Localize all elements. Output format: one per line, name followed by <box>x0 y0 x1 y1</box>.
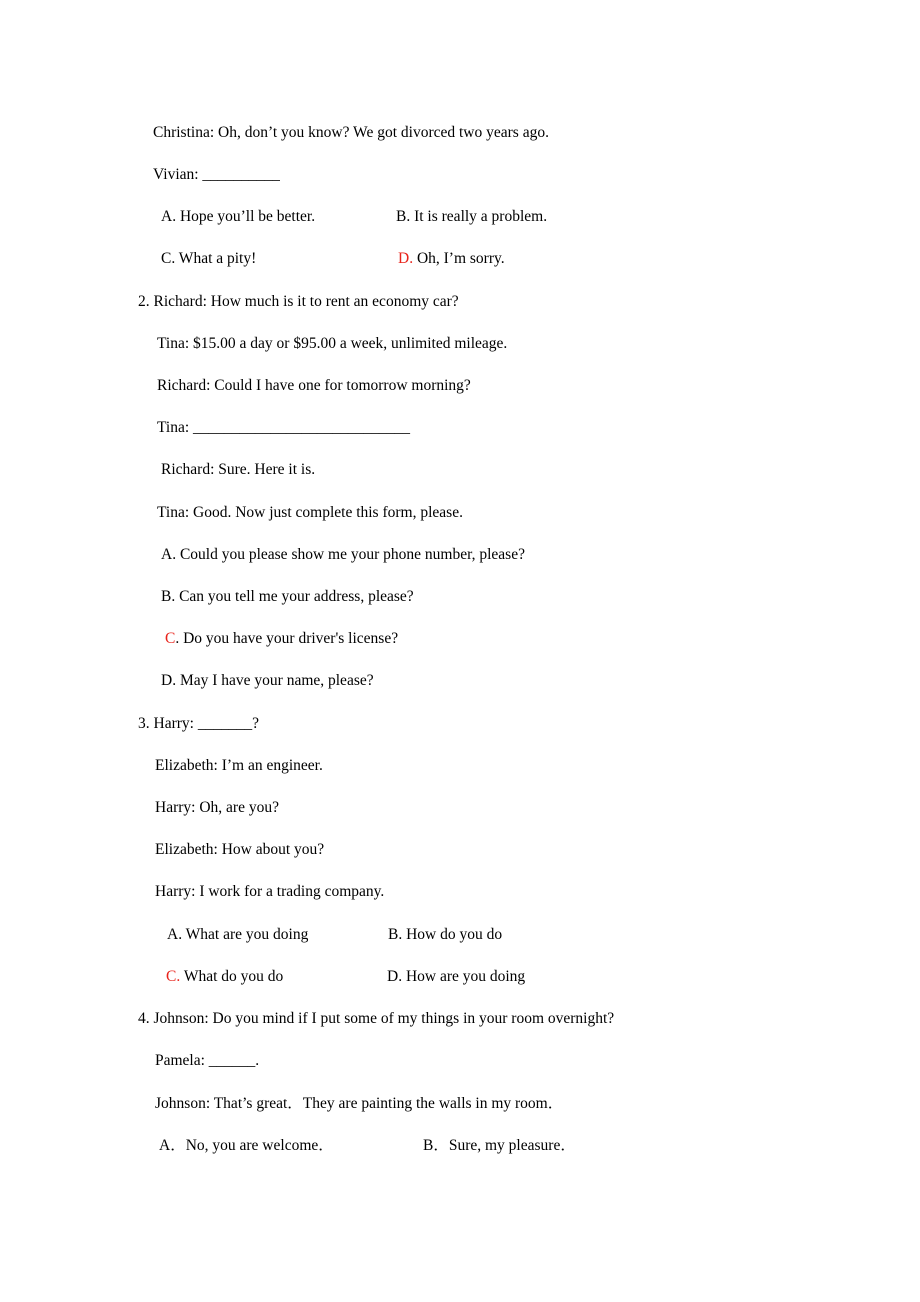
q3-option-a: A. What are you doing <box>167 926 309 943</box>
q4-dialog-line: Pamela: ______. <box>155 1052 260 1069</box>
q4-option-a: A．No, you are welcome． <box>159 1137 334 1154</box>
q2-dialog-line: Richard: Could I have one for tomorrow morning? <box>157 377 471 394</box>
q2-dialog-line: Tina: $15.00 a day or $95.00 a week, unlimited mileage. <box>157 335 508 352</box>
q3-option-b: B. How do you do <box>388 926 503 943</box>
q1-option-b: B. It is really a problem. <box>396 208 548 225</box>
q2-option-c <box>165 629 398 649</box>
q3-dialog-line: Harry: I work for a trading company. <box>155 883 385 900</box>
q2-dialog-line: Tina: ____________________________ <box>157 419 411 436</box>
q2-option-c-text: . Do you have your driver's license? <box>175 630 399 647</box>
q4-question-line: 4. Johnson: Do you mind if I put some of my things in your room overnight? <box>138 1010 615 1027</box>
q2-option-a: A. Could you please show me your phone number, please? <box>161 546 525 563</box>
q3-dialog-line: Harry: Oh, are you? <box>155 799 279 816</box>
q1-option-a: A. Hope you’ll be better. <box>161 208 316 225</box>
q2-dialog-line: Tina: Good. Now just complete this form, please. <box>157 504 463 521</box>
q3-dialog-line: Elizabeth: How about you? <box>155 841 325 858</box>
q1-option-c: C. What a pity! <box>161 250 257 267</box>
q1-christina-line: Christina: Oh, don’t you know? We got divorced two years ago. <box>153 124 549 141</box>
q1-option-d-text: Oh, I’m sorry. <box>413 250 505 267</box>
q1-option-d <box>398 249 505 269</box>
q4-dialog-line: Johnson: That’s great．They are painting the walls in my room． <box>155 1095 564 1112</box>
q1-vivian-line: Vivian: __________ <box>153 166 280 183</box>
q2-question-line: 2. Richard: How much is it to rent an economy car? <box>138 293 459 310</box>
q2-option-b: B. Can you tell me your address, please? <box>161 588 414 605</box>
q3-dialog-line: Elizabeth: I’m an engineer. <box>155 757 323 774</box>
q1-answer-marker: D. <box>398 250 414 267</box>
q2-dialog-line: Richard: Sure. Here it is. <box>161 461 316 478</box>
q2-answer-marker: C <box>165 630 176 647</box>
q3-option-d: D. How are you doing <box>387 968 526 985</box>
q3-answer-marker: C. <box>166 968 181 985</box>
q2-option-d: D. May I have your name, please? <box>161 672 374 689</box>
q3-question-line: 3. Harry: _______? <box>138 715 259 732</box>
q3-option-c-text: What do you do <box>180 968 284 985</box>
q4-option-b: B．Sure, my pleasure． <box>423 1137 576 1154</box>
q3-option-c <box>166 967 283 987</box>
